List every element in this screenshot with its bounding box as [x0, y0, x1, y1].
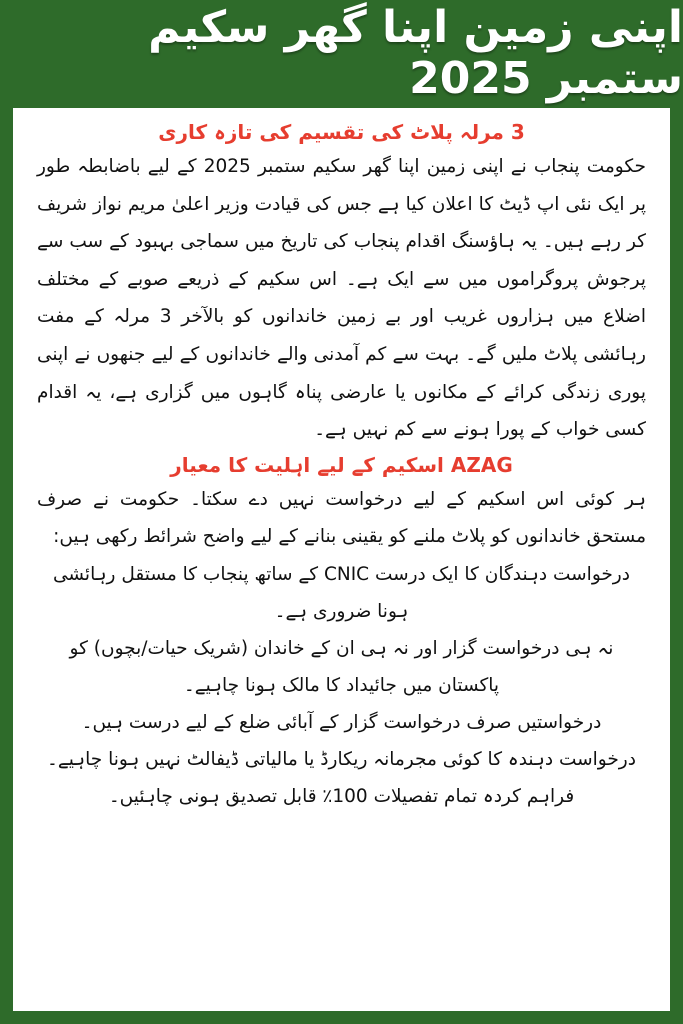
- section-heading-eligibility: AZAG اسکیم کے لیے اہلیت کا معیار: [170, 452, 513, 477]
- section-body-plot-update: حکومت پنجاب نے اپنی زمین اپنا گھر سکیم ستمبر 2025 کے لیے باضابطہ طور پر ایک نئی اپ ڈیٹ کا اعلان کیا ہے جس کی قیادت وزیر اعلیٰ مریم نواز شریف کر رہے ہیں۔ یہ ہاؤسنگ اقدام پنجاب کی تاریخ میں سماجی بہبود کے سب سے پرجوش پروگراموں میں سے ایک ہے۔ اس سکیم کے ذریعے صوبے کے مختلف اضلاع میں ہزاروں غریب اور بے زمین خاندانوں کو بالآخر 3 مرلہ کے مفت رہائشی پلاٹ ملیں گے۔ بہت سے کم آمدنی والے خاندانوں کے لیے جنھوں نے اپنی پوری زندگی کرائے کے مکانوں یا عارضی پناہ گاہوں میں گزاری ہے، یہ اقدام کسی خواب کے پورا ہونے سے کم نہیں ہے۔: [37, 156, 646, 441]
- requirement-item: فراہم کردہ تمام تفصیلات 100٪ قابل تصدیق ہونی چاہئیں۔: [108, 785, 575, 807]
- section-heading-plot-update: 3 مرلہ پلاٹ کی تقسیم کی تازہ کاری: [158, 120, 525, 144]
- header-banner: [0, 0, 683, 105]
- requirement-item: نہ ہی درخواست گزار اور نہ ہی ان کے خاندان (شریک حیات/بچوں) کو پاکستان میں جائیداد کا مالک ہونا چاہیے۔: [69, 637, 614, 696]
- eligibility-intro: ہر کوئی اس اسکیم کے لیے درخواست نہیں دے سکتا۔ حکومت نے صرف مستحق خاندانوں کو پلاٹ ملنے کو یقینی بنانے کے لیے واضح شرائط رکھی ہیں:: [37, 488, 646, 548]
- requirement-item: درخواستیں صرف درخواست گزار کے آبائی ضلع کے لیے درست ہیں۔: [81, 711, 602, 733]
- page-title: اپنی زمین اپنا گھر سکیم ستمبر 2025: [148, 1, 683, 104]
- requirement-item: درخواست دہندہ کا کوئی مجرمانہ ریکارڈ یا مالیاتی ڈیفالٹ نہیں ہونا چاہیے۔: [47, 748, 636, 770]
- requirement-item: درخواست دہندگان کا ایک درست CNIC کے ساتھ پنجاب کا مستقل رہائشی ہونا ضروری ہے۔: [53, 563, 630, 622]
- content-panel: [13, 108, 670, 1011]
